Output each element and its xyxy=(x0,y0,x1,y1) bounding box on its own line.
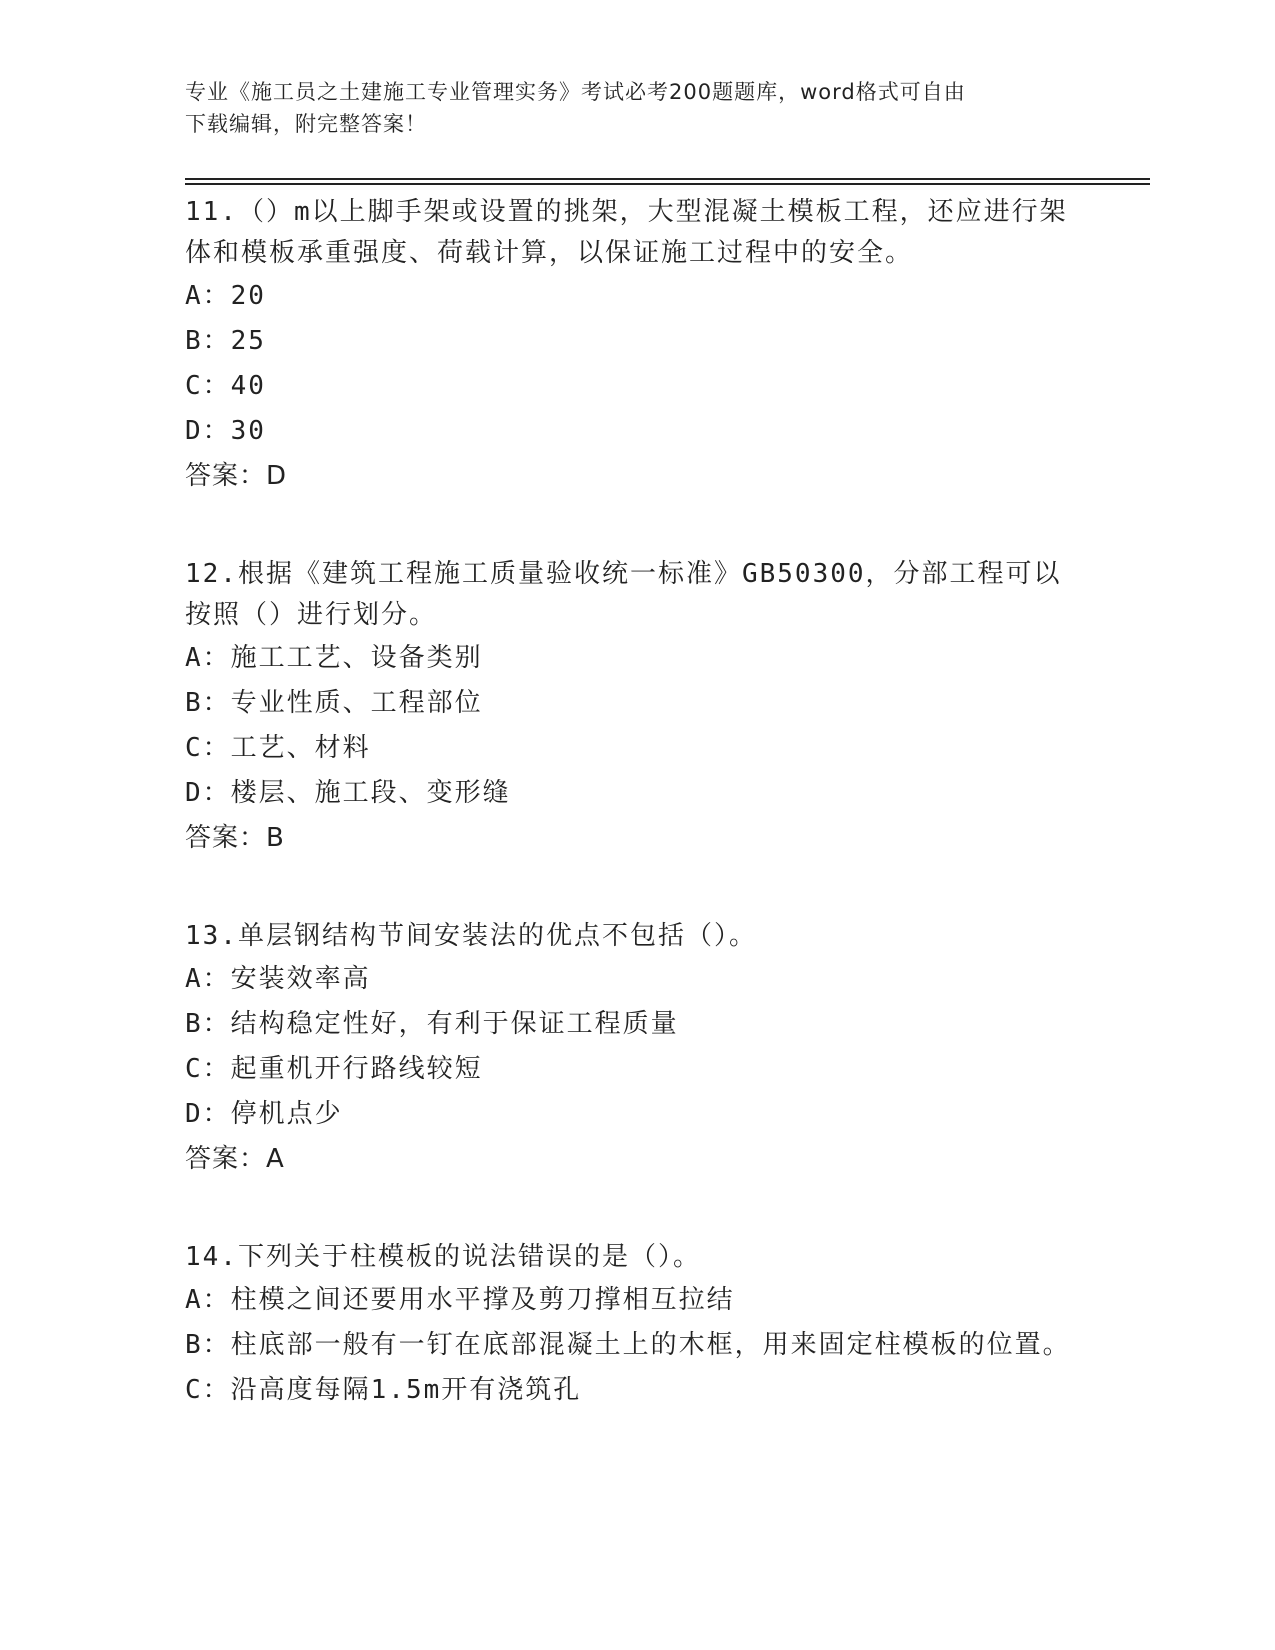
header-rule-bottom xyxy=(185,183,1150,185)
option-a: A：施工工艺、设备类别 xyxy=(185,643,483,673)
answer: 答案：B xyxy=(185,823,285,853)
question-stem: 13.单层钢结构节间安装法的优点不包括（）。 xyxy=(185,921,757,951)
option-a: A：20 xyxy=(185,281,266,311)
option-c: C：起重机开行路线较短 xyxy=(185,1054,483,1084)
question-list xyxy=(185,190,1085,1466)
header-line-2: 下载编辑，附完整答案！ xyxy=(185,112,427,136)
question-13 xyxy=(185,914,1085,1182)
option-a: A：安装效率高 xyxy=(185,964,371,994)
header-rule-top xyxy=(185,178,1150,180)
option-c: C：沿高度每隔1.5m开有浇筑孔 xyxy=(185,1375,582,1405)
option-b: B：结构稳定性好，有利于保证工程质量 xyxy=(185,1009,679,1039)
question-stem: 11.（）m以上脚手架或设置的挑架，大型混凝土模板工程，还应进行架体和模板承重强度、荷载计算，以保证施工过程中的安全。 xyxy=(185,197,1068,268)
option-d: D：30 xyxy=(185,416,266,446)
header-line-1: 专业《施工员之土建施工专业管理实务》考试必考200题题库，word格式可自由 xyxy=(185,80,966,104)
option-d: D：停机点少 xyxy=(185,1099,343,1129)
question-11 xyxy=(185,190,1085,499)
option-b: B：柱底部一般有一钉在底部混凝土上的木框，用来固定柱模板的位置。 xyxy=(185,1330,1071,1360)
option-b: B：专业性质、工程部位 xyxy=(185,688,483,718)
answer: 答案：A xyxy=(185,1144,285,1174)
option-d: D：楼层、施工段、变形缝 xyxy=(185,778,511,808)
document-header xyxy=(185,76,1065,140)
option-b: B：25 xyxy=(185,326,266,356)
question-14 xyxy=(185,1235,1085,1413)
option-a: A：柱模之间还要用水平撑及剪刀撑相互拉结 xyxy=(185,1285,735,1315)
question-stem: 12.根据《建筑工程施工质量验收统一标准》GB50300，分部工程可以按照（）进行划分。 xyxy=(185,559,1062,630)
question-12 xyxy=(185,552,1085,861)
option-c: C：工艺、材料 xyxy=(185,733,371,763)
answer: 答案：D xyxy=(185,461,288,491)
option-c: C：40 xyxy=(185,371,266,401)
question-stem: 14.下列关于柱模板的说法错误的是（）。 xyxy=(185,1242,701,1272)
